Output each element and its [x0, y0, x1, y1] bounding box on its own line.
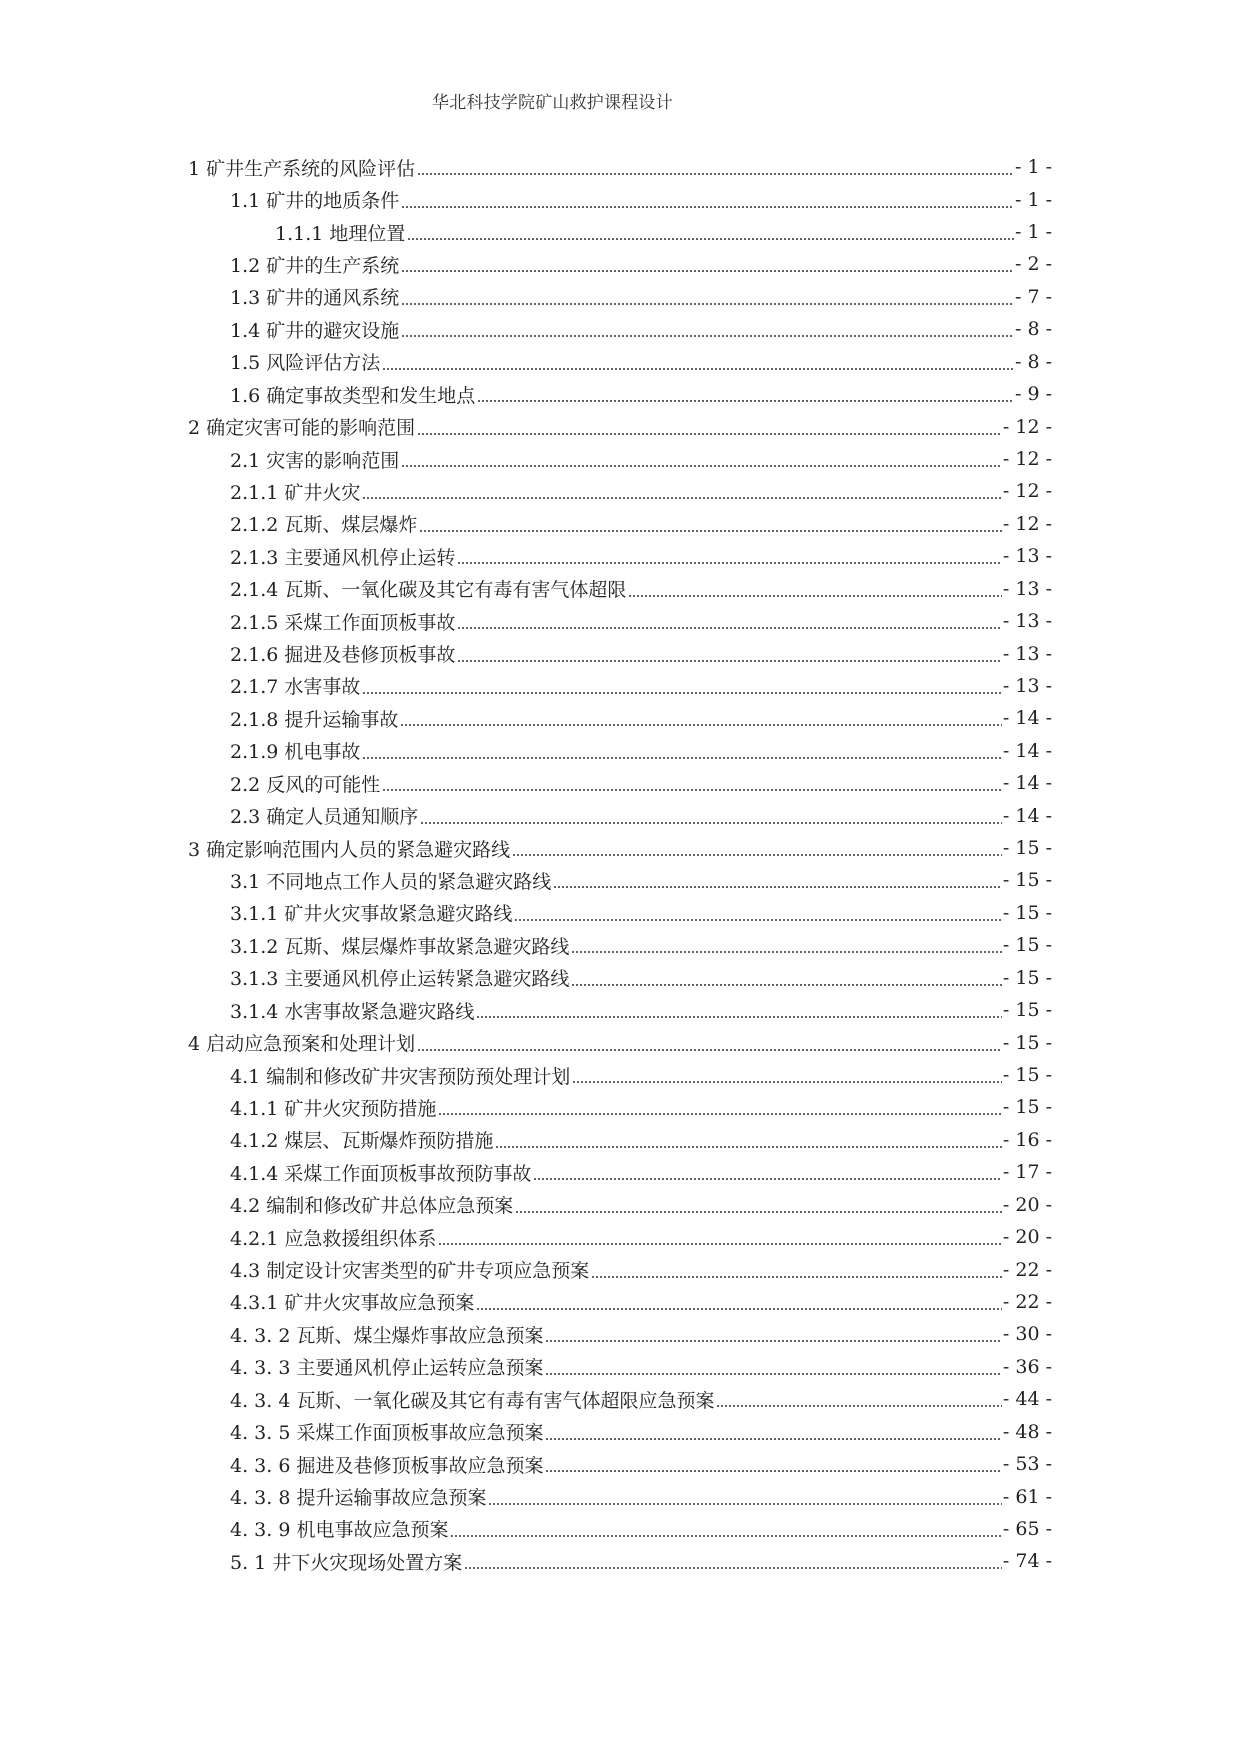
toc-entry-title: 4. 3. 2 瓦斯、煤尘爆炸事故应急预案: [230, 1324, 544, 1347]
toc-entry-title: 4. 3. 3 主要通风机停止运转应急预案: [230, 1357, 544, 1380]
toc-entry: [188, 962, 1052, 994]
toc-entry-title: 2.3 确定人员通知顺序: [230, 806, 419, 829]
toc-entry-page: - 20 -: [1002, 1226, 1052, 1249]
toc-entry-page: - 14 -: [1002, 707, 1052, 730]
toc-entry-title: 2.1.7 水害事故: [230, 676, 361, 699]
toc-entry-title: 2.1.9 机电事故: [230, 741, 361, 764]
toc-entry: [188, 1059, 1052, 1091]
toc-entry-title: 2.1.4 瓦斯、一氧化碳及其它有毒有害气体超限: [230, 579, 627, 602]
toc-entry-title: 2.2 反风的可能性: [230, 773, 381, 796]
toc-entry-title: 4.3 制定设计灾害类型的矿井专项应急预案: [230, 1260, 590, 1283]
dot-leader: [421, 822, 1002, 824]
dot-leader: [496, 1146, 1002, 1148]
toc-entry-page: - 20 -: [1002, 1193, 1052, 1216]
toc-entry: [188, 1545, 1052, 1577]
toc-entry-page: - 15 -: [1002, 1031, 1052, 1054]
toc-entry-title: 5. 1 井下火灾现场处置方案: [230, 1551, 463, 1574]
toc-entry: [188, 1318, 1052, 1350]
toc-entry-page: - 8 -: [1014, 350, 1052, 373]
toc-entry-title: 4.1.2 煤层、瓦斯爆炸预防措施: [230, 1130, 494, 1153]
dot-leader: [546, 1340, 1001, 1342]
toc-entry-page: - 22 -: [1002, 1290, 1052, 1313]
dot-leader: [402, 465, 1002, 467]
toc-entry: [188, 605, 1052, 637]
toc-entry-page: - 13 -: [1002, 674, 1052, 697]
toc-entry-page: - 12 -: [1002, 448, 1052, 470]
toc-entry-title: 1.1.1 地理位置: [275, 222, 406, 245]
toc-entry: [188, 183, 1052, 215]
toc-entry: [188, 767, 1052, 799]
toc-entry-page: - 9 -: [1014, 383, 1052, 406]
dot-leader: [418, 433, 1002, 435]
toc-entry-page: - 14 -: [1002, 739, 1052, 762]
dot-leader: [458, 627, 1002, 629]
toc-entry: [188, 702, 1052, 734]
dot-leader: [401, 724, 1002, 726]
dot-leader: [363, 692, 1002, 694]
dot-leader: [458, 562, 1002, 564]
toc-entry-page: - 15 -: [1002, 837, 1052, 860]
toc-entry: [188, 281, 1052, 313]
toc-entry-page: - 15 -: [1002, 966, 1052, 989]
dot-leader: [554, 886, 1002, 888]
toc-entry-title: 2.1.3 主要通风机停止运转: [230, 546, 456, 569]
dot-leader: [418, 173, 1014, 175]
toc-entry: [188, 216, 1052, 248]
toc-entry-title: 1.2 矿井的生产系统: [230, 254, 400, 277]
toc-entry-title: 3.1.3 主要通风机停止运转紧急避灾路线: [230, 968, 570, 991]
toc-entry-title: 1 矿井生产系统的风险评估: [188, 157, 416, 180]
dot-leader: [572, 951, 1002, 953]
toc-entry: [188, 540, 1052, 572]
toc-entry-page: - 15 -: [1002, 1096, 1052, 1119]
toc-entry-page: - 48 -: [1002, 1420, 1052, 1443]
dot-leader: [458, 660, 1002, 662]
toc-entry: [188, 1480, 1052, 1512]
dot-leader: [402, 206, 1014, 208]
toc-entry-title: 4.1.1 矿井火灾预防措施: [230, 1097, 437, 1120]
toc-entry-title: 4. 3. 9 机电事故应急预案: [230, 1519, 449, 1542]
dot-leader: [363, 757, 1002, 759]
dot-leader: [478, 400, 1014, 402]
toc-entry-page: - 1 -: [1014, 156, 1052, 179]
toc-entry-title: 2.1 灾害的影响范围: [230, 449, 400, 472]
toc-entry: [188, 1383, 1052, 1415]
toc-entry-title: 2.1.8 提升运输事故: [230, 708, 399, 731]
dot-leader: [546, 1470, 1001, 1472]
toc-entry-page: - 12 -: [1002, 480, 1052, 503]
toc-entry: [188, 346, 1052, 378]
toc-entry-title: 4.1.4 采煤工作面顶板事故预防事故: [230, 1162, 532, 1185]
toc-entry: [188, 443, 1052, 475]
toc-entry-page: - 1 -: [1014, 221, 1052, 244]
toc-entry-page: - 15 -: [1002, 999, 1052, 1022]
toc-entry: [188, 1026, 1052, 1058]
toc-entry: [188, 508, 1052, 540]
toc-entry-page: - 61 -: [1002, 1485, 1052, 1508]
toc-entry: [188, 248, 1052, 280]
toc-entry: [188, 1448, 1052, 1480]
toc-entry: [188, 410, 1052, 442]
toc-entry: [188, 475, 1052, 507]
toc-entry-page: - 13 -: [1002, 577, 1052, 600]
toc-entry: [188, 313, 1052, 345]
toc-entry-page: - 15 -: [1002, 901, 1052, 924]
dot-leader: [717, 1405, 1001, 1407]
page-header-title: 华北科技学院矿山救护课程设计: [432, 93, 673, 113]
dot-leader: [402, 270, 1014, 272]
toc-entry: [188, 1415, 1052, 1447]
toc-entry: [188, 151, 1052, 183]
dot-leader: [546, 1438, 1001, 1440]
dot-leader: [546, 1373, 1001, 1375]
toc-entry-page: - 14 -: [1002, 772, 1052, 795]
toc-entry: [188, 929, 1052, 961]
toc-entry: [188, 637, 1052, 669]
dot-leader: [363, 497, 1002, 499]
toc-entry-page: - 12 -: [1002, 512, 1052, 535]
toc-entry: [188, 897, 1052, 929]
toc-entry-page: - 36 -: [1002, 1355, 1052, 1378]
toc-entry-title: 4.3.1 矿井火灾事故应急预案: [230, 1292, 475, 1315]
dot-leader: [383, 368, 1014, 370]
toc-entry: [188, 1253, 1052, 1285]
toc-entry-title: 2.1.5 采煤工作面顶板事故: [230, 611, 456, 634]
dot-leader: [513, 854, 1002, 856]
toc-entry-page: - 53 -: [1002, 1453, 1052, 1476]
toc-entry-title: 4.2 编制和修改矿井总体应急预案: [230, 1195, 514, 1218]
dot-leader: [592, 1276, 1002, 1278]
toc-entry-page: - 14 -: [1002, 804, 1052, 827]
toc-entry-page: - 13 -: [1002, 642, 1052, 665]
dot-leader: [573, 1081, 1002, 1083]
toc-entry-title: 4 启动应急预案和处理计划: [188, 1033, 416, 1056]
toc-entry-title: 4.2.1 应急救援组织体系: [230, 1227, 437, 1250]
toc-entry-page: - 15 -: [1002, 869, 1052, 892]
toc-entry: [188, 1091, 1052, 1123]
toc-entry-page: - 13 -: [1002, 610, 1052, 633]
dot-leader: [402, 303, 1014, 305]
toc-entry-title: 4.1 编制和修改矿井灾害预防预处理计划: [230, 1065, 571, 1088]
dot-leader: [516, 1211, 1002, 1213]
toc-entry-title: 4. 3. 4 瓦斯、一氧化碳及其它有毒有害气体超限应急预案: [230, 1389, 715, 1412]
toc-entry-title: 1.1 矿井的地质条件: [230, 190, 400, 213]
toc-entry-page: - 1 -: [1014, 188, 1052, 211]
dot-leader: [629, 595, 1002, 597]
dot-leader: [451, 1535, 1001, 1537]
toc-entry: [188, 735, 1052, 767]
toc-entry-page: - 44 -: [1002, 1388, 1052, 1411]
toc-entry-page: - 8 -: [1014, 318, 1052, 341]
dot-leader: [383, 789, 1002, 791]
dot-leader: [489, 1503, 1001, 1505]
toc-entry: [188, 864, 1052, 896]
toc-entry: [188, 670, 1052, 702]
toc-entry: [188, 378, 1052, 410]
toc-entry: [188, 572, 1052, 604]
toc-entry-page: - 15 -: [1002, 1064, 1052, 1087]
toc-entry: [188, 1351, 1052, 1383]
toc-entry-title: 2 确定灾害可能的影响范围: [188, 417, 416, 440]
dot-leader: [515, 919, 1002, 921]
toc-entry-title: 1.6 确定事故类型和发生地点: [230, 384, 476, 407]
toc-entry-page: - 15 -: [1002, 934, 1052, 957]
toc-entry: [188, 1189, 1052, 1221]
toc-entry-page: - 7 -: [1014, 285, 1052, 308]
toc-entry: [188, 832, 1052, 864]
dot-leader: [439, 1243, 1002, 1245]
toc-entry-title: 3.1 不同地点工作人员的紧急避灾路线: [230, 870, 552, 893]
toc-entry: [188, 1221, 1052, 1253]
toc-entry: [188, 1513, 1052, 1545]
toc-entry-title: 3.1.2 瓦斯、煤层爆炸事故紧急避灾路线: [230, 935, 570, 958]
toc-entry: [188, 1156, 1052, 1188]
toc-entry-title: 2.1.6 掘进及巷修顶板事故: [230, 644, 456, 667]
toc-entry: [188, 1124, 1052, 1156]
toc-list: [188, 151, 1052, 1578]
dot-leader: [534, 1178, 1002, 1180]
dot-leader: [439, 1113, 1002, 1115]
dot-leader: [420, 530, 1002, 532]
toc-entry-title: 1.5 风险评估方法: [230, 352, 381, 375]
toc-entry-page: - 30 -: [1002, 1323, 1052, 1346]
toc-entry-page: - 65 -: [1002, 1517, 1052, 1540]
toc-entry-title: 3 确定影响范围内人员的紧急避灾路线: [188, 838, 511, 861]
toc-entry-title: 1.3 矿井的通风系统: [230, 287, 400, 310]
dot-leader: [477, 1308, 1002, 1310]
toc-entry-page: - 22 -: [1002, 1258, 1052, 1281]
toc-entry: [188, 994, 1052, 1026]
toc-entry-title: 4. 3. 8 提升运输事故应急预案: [230, 1487, 487, 1509]
toc-entry: [188, 1286, 1052, 1318]
toc-entry-title: 2.1.2 瓦斯、煤层爆炸: [230, 514, 418, 537]
dot-leader: [418, 1049, 1002, 1051]
dot-leader: [402, 335, 1014, 337]
toc-entry-page: - 2 -: [1014, 253, 1052, 276]
toc-entry-title: 3.1.1 矿井火灾事故紧急避灾路线: [230, 903, 513, 926]
dot-leader: [477, 1016, 1002, 1018]
dot-leader: [408, 238, 1014, 240]
toc-entry-page: - 74 -: [1002, 1550, 1052, 1573]
toc-entry-page: - 16 -: [1002, 1128, 1052, 1151]
dot-leader: [572, 984, 1002, 986]
toc-entry-page: - 12 -: [1002, 415, 1052, 438]
toc-entry-page: - 17 -: [1002, 1161, 1052, 1184]
toc-entry-page: - 13 -: [1002, 545, 1052, 568]
toc-entry-title: 1.4 矿井的避灾设施: [230, 319, 400, 342]
toc-entry-title: 4. 3. 5 采煤工作面顶板事故应急预案: [230, 1422, 544, 1445]
toc-entry: [188, 799, 1052, 831]
toc-entry-title: 3.1.4 水害事故紧急避灾路线: [230, 1000, 475, 1023]
toc-entry-title: 4. 3. 6 掘进及巷修顶板事故应急预案: [230, 1454, 544, 1477]
toc-entry-title: 2.1.1 矿井火灾: [230, 481, 361, 504]
dot-leader: [465, 1567, 1002, 1569]
